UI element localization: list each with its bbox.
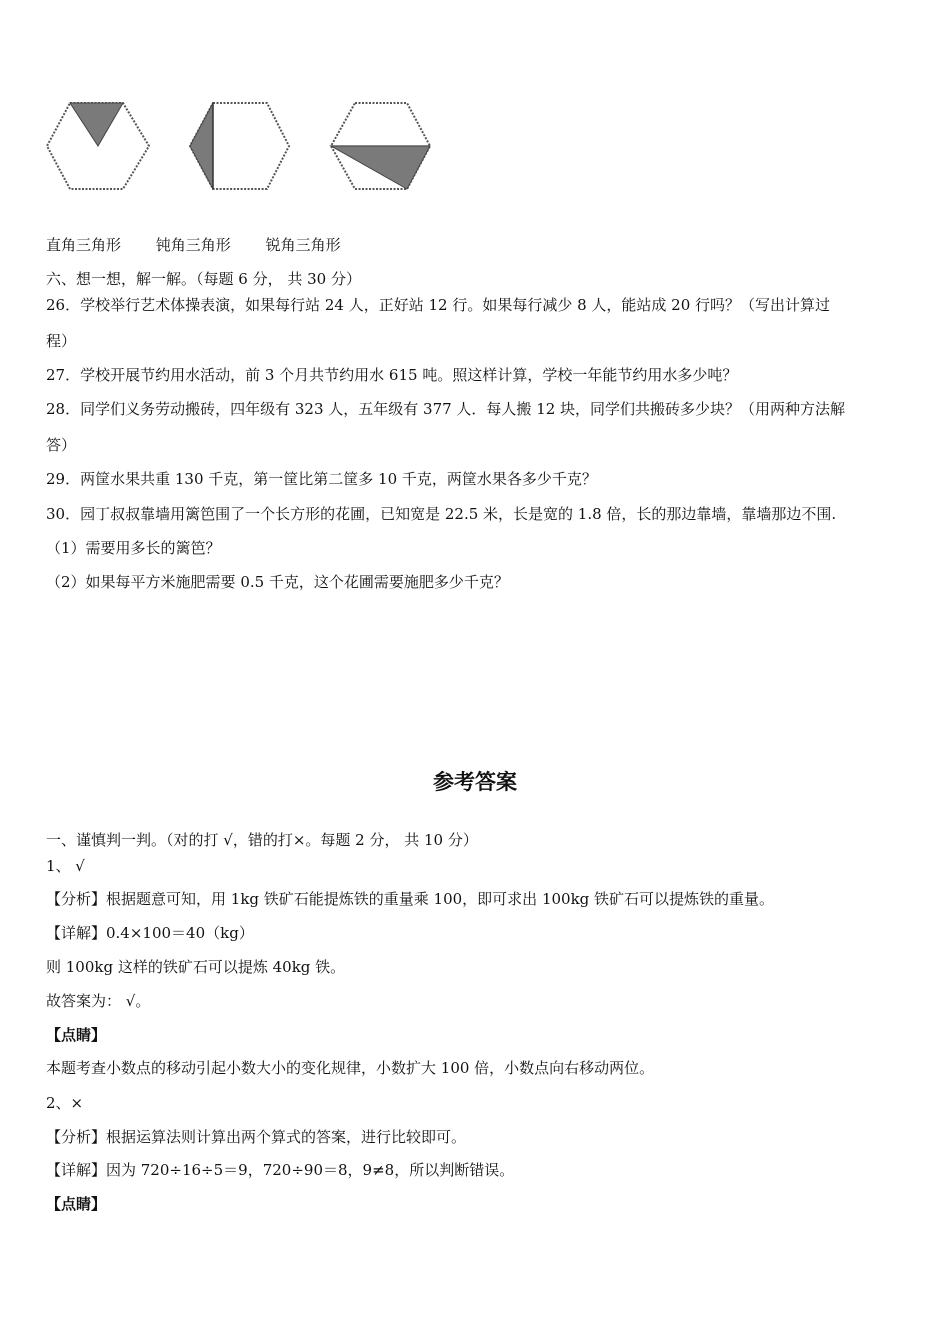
hexagon-right-triangle (47, 103, 149, 189)
question-28: 28．同学们义务劳动搬砖，四年级有 323 人，五年级有 377 人．每人搬 12 块，同学们共搬砖多少块？（用两种方法解 (46, 400, 846, 418)
figure-label: 锐角三角形 (265, 236, 341, 254)
answer-1-conclusion: 故答案为： √。 (46, 992, 151, 1010)
figure-labels (46, 234, 371, 256)
question-26-cont: 程） (46, 332, 77, 350)
answer-1-point: 【点睛】 (46, 1026, 107, 1044)
question-30: 30．园丁叔叔靠墙用篱笆围了一个长方形的花圃，已知宽是 22.5 米，长是宽的 1.8 倍，长的那边靠墙，靠墙那边不围. (46, 505, 837, 523)
hexagon-obtuse-triangle (190, 103, 289, 189)
answer-2-detail: 【详解】因为 720÷16÷5＝9，720÷90＝8，9≠8，所以判断错误。 (46, 1161, 515, 1179)
question-27: 27．学校开展节约用水活动，前 3 个月共节约用水 615 吨。照这样计算，学校一年能节约用水多少吨？ (46, 366, 738, 384)
answer-1-detail: 【详解】0.4×100＝40（kg） (46, 924, 254, 942)
question-29: 29．两筐水果共重 130 千克，第一筐比第二筐多 10 千克，两筐水果各多少千克？ (46, 470, 597, 488)
answer-2-analysis: 【分析】根据运算法则计算出两个算式的答案，进行比较即可。 (46, 1128, 467, 1146)
answer-2-point: 【点睛】 (46, 1195, 107, 1213)
question-30-part1: （1）需要用多长的篱笆？ (46, 539, 221, 557)
answer-1-analysis: 【分析】根据题意可知，用 1kg 铁矿石能提炼铁的重量乘 100，即可求出 100kg 铁矿石可以提炼铁的重量。 (46, 890, 775, 908)
figure-label: 直角三角形 (46, 236, 122, 254)
question-28-cont: 答） (46, 436, 77, 454)
answer-1-point-text: 本题考查小数点的移动引起小数大小的变化规律，小数扩大 100 倍，小数点向右移动两位。 (46, 1059, 655, 1077)
hexagon-acute-triangle (331, 103, 430, 189)
section6-heading: 六、想一想，解一解。（每题 6 分， 共 30 分） (46, 270, 361, 288)
figure-label: 钝角三角形 (155, 236, 231, 254)
answer-1-detail2: 则 100kg 这样的铁矿石可以提炼 40kg 铁。 (46, 958, 346, 976)
answers-title: 参考答案 (433, 770, 517, 794)
answers-section1-heading: 一、谨慎判一判。（对的打 √，错的打×。每题 2 分， 共 10 分） (46, 831, 478, 849)
question-26: 26．学校举行艺术体操表演，如果每行站 24 人，正好站 12 行。如果每行减少 8 人，能站成 20 行吗？（写出计算过 (46, 296, 831, 314)
answer-2: 2、× (46, 1094, 84, 1112)
answer-1: 1、 √ (46, 857, 85, 875)
question-30-part2: （2）如果每平方米施肥需要 0.5 千克，这个花圃需要施肥多少千克？ (46, 573, 509, 591)
hexagon-figures (40, 96, 460, 196)
